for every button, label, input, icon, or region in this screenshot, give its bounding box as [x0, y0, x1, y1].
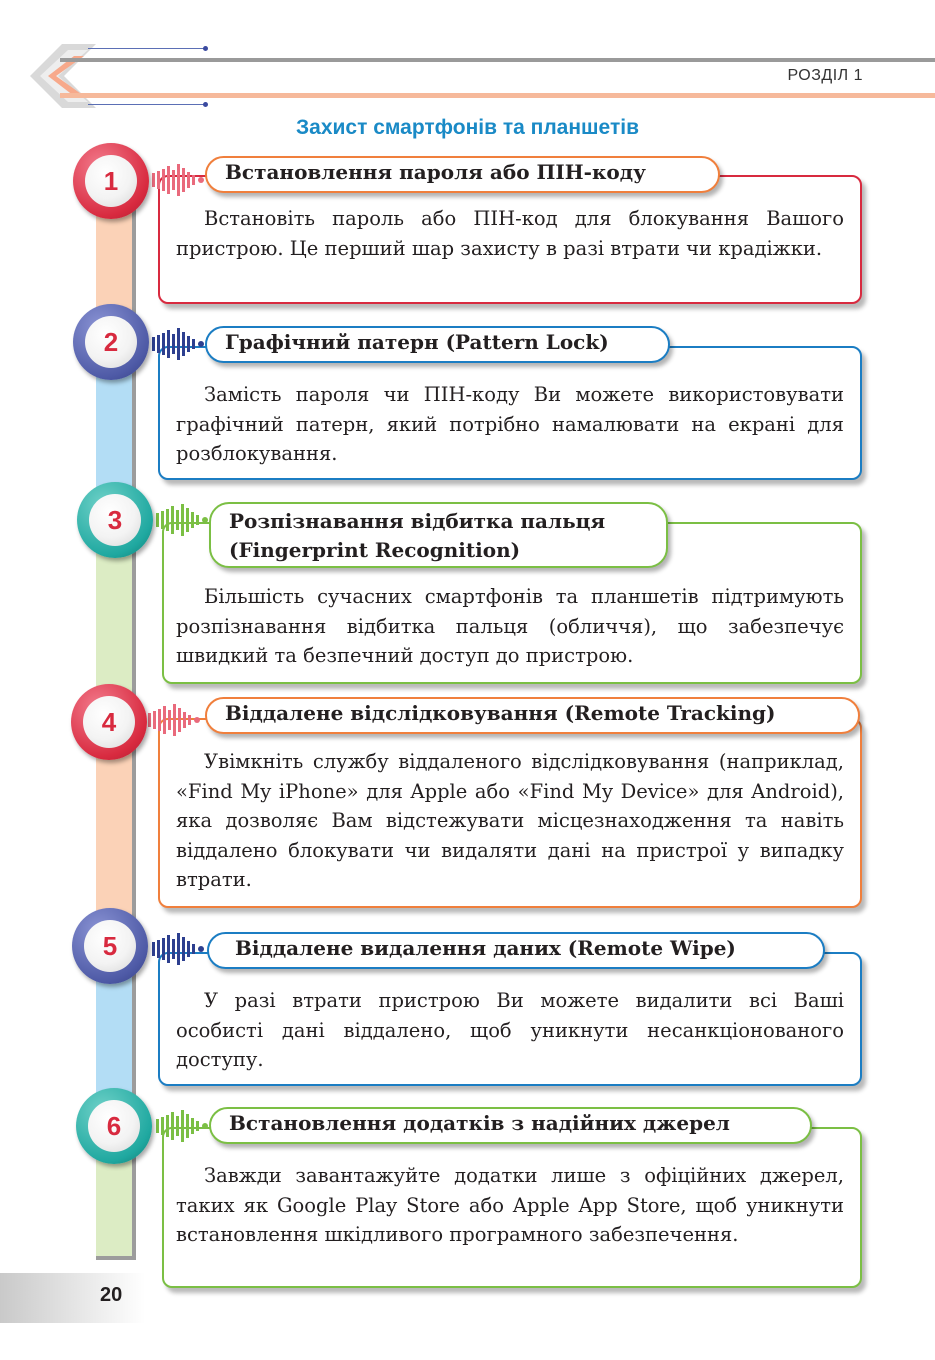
header-dot	[203, 102, 208, 107]
item-3-heading-line1: Розпізнавання відбитка пальця	[229, 509, 606, 533]
item-3-number-badge	[77, 482, 153, 558]
item-2-number: 2	[85, 316, 137, 368]
item-1-wave-icon	[150, 162, 210, 198]
item-1-heading: Встановлення пароля або ПІН-коду	[205, 156, 720, 193]
timeline-shadow	[96, 1256, 136, 1260]
item-5-heading: Віддалене видалення даних (Remote Wipe)	[207, 932, 825, 969]
item-2-wave-icon	[150, 326, 210, 362]
item-5-text: У разі втрати пристрою Ви можете видалити всі Ваші особисті дані віддалено, щоб уникнути несанкціонованого доступу.	[176, 989, 844, 1071]
header-bar-peach	[60, 93, 935, 98]
item-6-heading: Встановлення додатків з надійних джерел	[209, 1107, 812, 1144]
item-3-wave-icon	[154, 502, 214, 538]
item-1-number-badge	[73, 143, 149, 219]
item-6-wave-icon	[154, 1108, 214, 1144]
header-line	[88, 104, 206, 105]
item-3-heading	[209, 502, 668, 568]
section-label: РОЗДІЛ 1	[787, 67, 863, 84]
item-5-number: 5	[84, 920, 136, 972]
item-4-wave-icon	[146, 702, 206, 738]
item-4-number-badge	[71, 684, 147, 760]
item-3-heading-line2: (Fingerprint Recognition)	[229, 538, 521, 562]
item-2-number-badge	[73, 304, 149, 380]
item-5-wave-icon	[150, 931, 210, 967]
header-line	[88, 48, 206, 49]
item-4-text: Увімкніть службу віддаленого відслідковування (наприклад, «Find My iPhone» для Apple або «Find My Device» для Android), яка дозволяє Вам відстежувати місцезнаходження та навіть віддалено блокувати чи видаляти дані на пристрої у випадку втрати.	[176, 750, 844, 891]
item-2-text: Замість пароля чи ПІН-коду Ви можете використовувати графічний патерн, який потрібно намалювати на екрані для розблокування.	[176, 383, 844, 465]
page-title: Захист смартфонів та планшетів	[296, 116, 639, 139]
page-header	[0, 0, 935, 110]
header-chevron-icon	[28, 42, 98, 110]
item-4-heading: Віддалене відслідковування (Remote Tracking)	[205, 697, 860, 734]
header-bar-gray	[60, 58, 935, 62]
page-number: 20	[100, 1284, 123, 1306]
item-1-text: Встановіть пароль або ПІН-код для блокування Вашого пристрою. Це перший шар захисту в разі втрати чи крадіжки.	[176, 207, 844, 260]
item-1-number: 1	[85, 155, 137, 207]
item-6-text: Завжди завантажуйте додатки лише з офіційних джерел, таких як Google Play Store або Apple App Store, щоб уникнути встановлення шкідливого програмного забезпечення.	[176, 1164, 844, 1246]
item-3-text: Більшість сучасних смартфонів та планшетів підтримують розпізнавання відбитка пальця (обличчя), що забезпечує швидкий та безпечний доступ до пристрою.	[176, 585, 844, 667]
item-2-heading: Графічний патерн (Pattern Lock)	[205, 326, 670, 363]
item-4-number: 4	[83, 696, 135, 748]
item-6-number-badge	[76, 1088, 152, 1164]
header-dot	[203, 46, 208, 51]
page-number-background	[0, 1273, 145, 1323]
item-6-number: 6	[88, 1100, 140, 1152]
item-5-number-badge	[72, 908, 148, 984]
item-3-number: 3	[89, 494, 141, 546]
